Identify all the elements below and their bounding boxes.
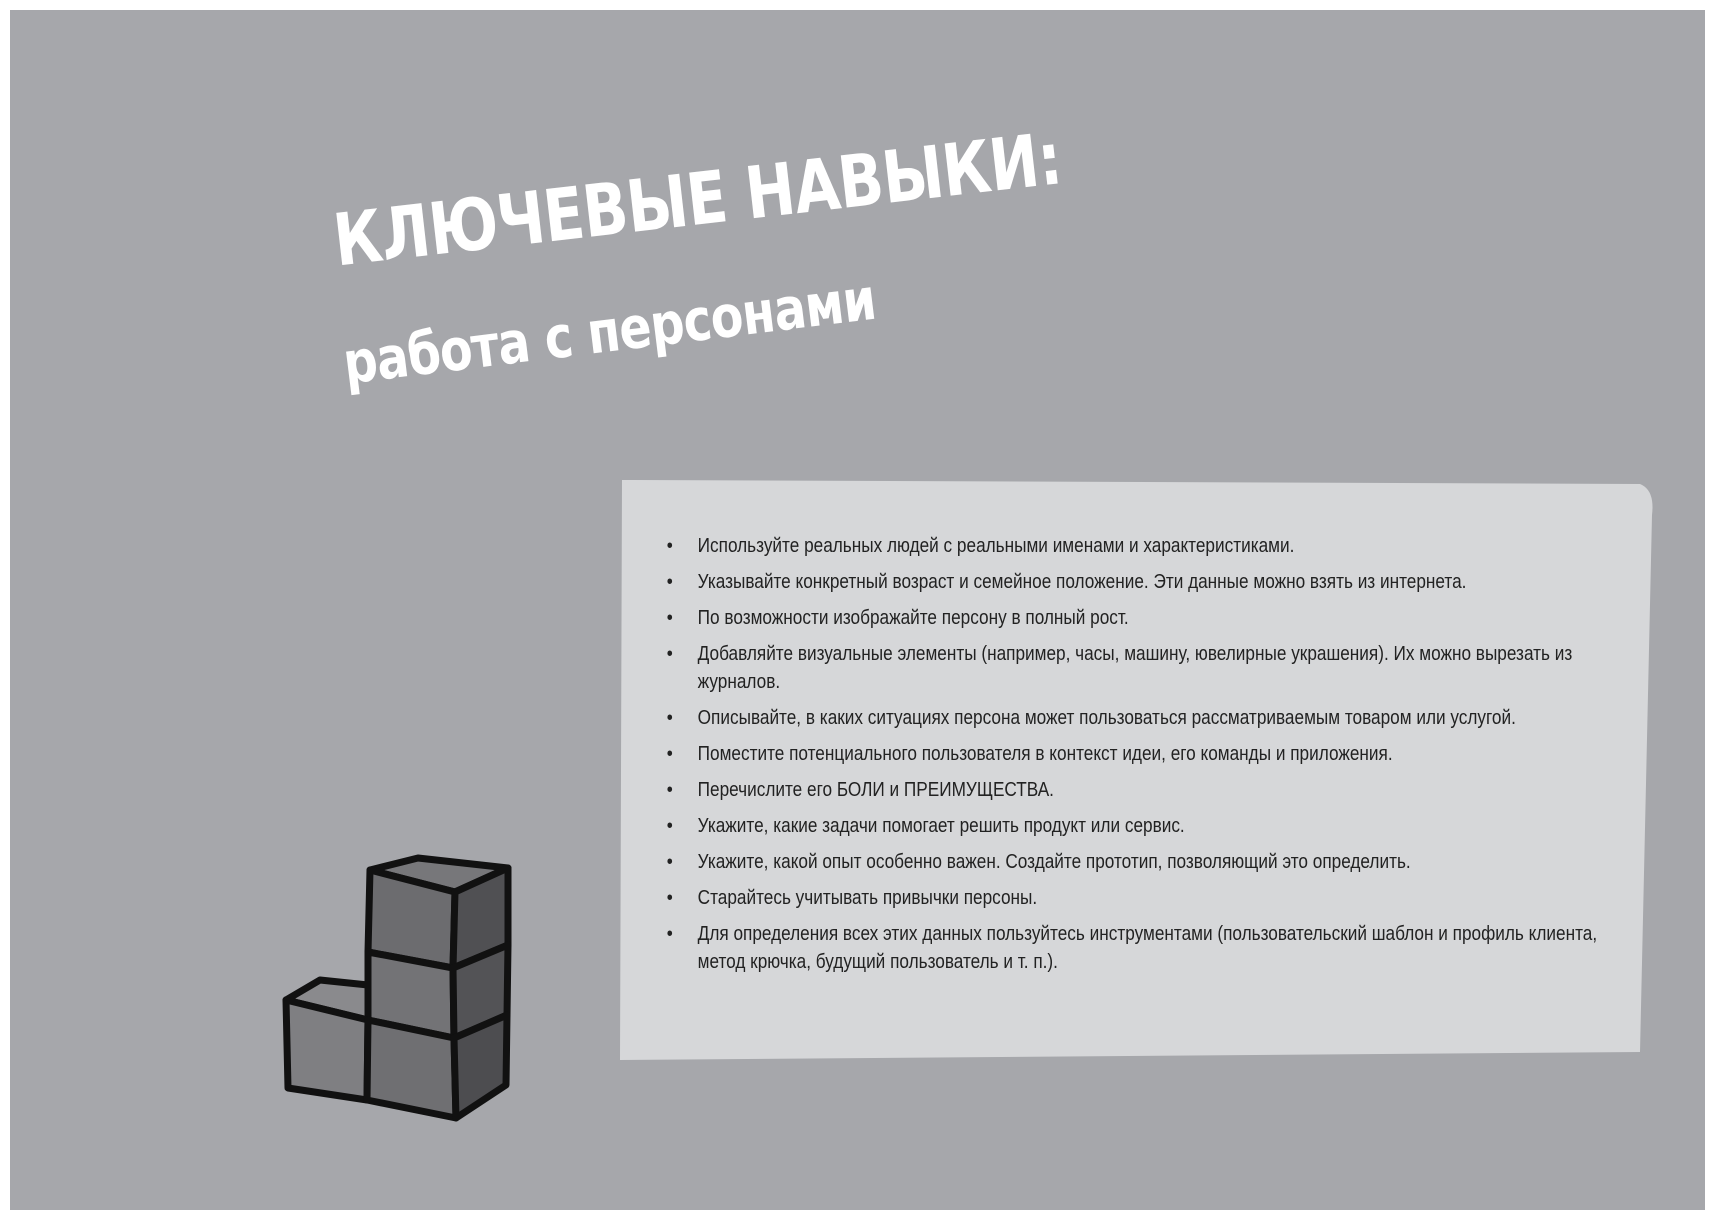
list-item-text: Добавляйте визуальные элементы (например, часы, машину, ювелирные украшения). Их можно вырезать из журналов. (697, 643, 1573, 693)
bullet-marker: • (666, 535, 673, 557)
list-item-text: Указывайте конкретный возраст и семейное положение. Эти данные можно взять из интернета. (697, 571, 1467, 593)
list-item (665, 920, 1643, 976)
list-item-text: Укажите, какой опыт особенно важен. Создайте прототип, позволяющий это определить. (697, 851, 1411, 873)
list-item (665, 532, 1643, 560)
list-item-text: Для определения всех этих данных пользуйтесь инструментами (пользовательский шаблон и профиль клиента, метод крючка, будущий пользователь и т. п.). (697, 923, 1598, 973)
bullet-marker: • (666, 571, 673, 593)
panel-content (665, 532, 1610, 984)
list-item-text: Старайтесь учитывать привычки персоны. (697, 887, 1038, 909)
page-title: КЛЮЧЕВЫЕ НАВЫКИ: (329, 116, 1066, 283)
bullet-marker: • (666, 779, 673, 801)
bullet-marker: • (666, 851, 673, 873)
list-item (665, 776, 1643, 804)
list-item (665, 704, 1643, 732)
list-item (665, 604, 1643, 632)
list-item-text: По возможности изображайте персону в полный рост. (697, 607, 1129, 629)
list-item (665, 848, 1643, 876)
bullet-marker: • (666, 815, 673, 837)
bullet-marker: • (666, 707, 673, 729)
page-subtitle: работа с персонами (339, 264, 880, 398)
stacked-cubes-illustration (280, 850, 520, 1130)
bullet-marker: • (666, 643, 673, 665)
bullet-marker: • (666, 887, 673, 909)
list-item-text: Используйте реальных людей с реальными именами и характеристиками. (697, 535, 1295, 557)
list-item (665, 812, 1643, 840)
bullet-list (665, 532, 1610, 976)
list-item (665, 568, 1643, 596)
list-item-text: Перечислите его БОЛИ и ПРЕИМУЩЕСТВА. (697, 779, 1054, 801)
list-item-text: Укажите, какие задачи помогает решить продукт или сервис. (697, 815, 1185, 837)
bullet-marker: • (666, 607, 673, 629)
list-item (665, 884, 1643, 912)
list-item-text: Описывайте, в каких ситуациях персона может пользоваться рассматриваемым товаром или услугой. (697, 707, 1516, 729)
list-item (665, 740, 1643, 768)
list-item (665, 640, 1643, 696)
list-item-text: Поместите потенциального пользователя в контекст идеи, его команды и приложения. (697, 743, 1393, 765)
bullet-marker: • (666, 923, 673, 945)
bullet-marker: • (666, 743, 673, 765)
